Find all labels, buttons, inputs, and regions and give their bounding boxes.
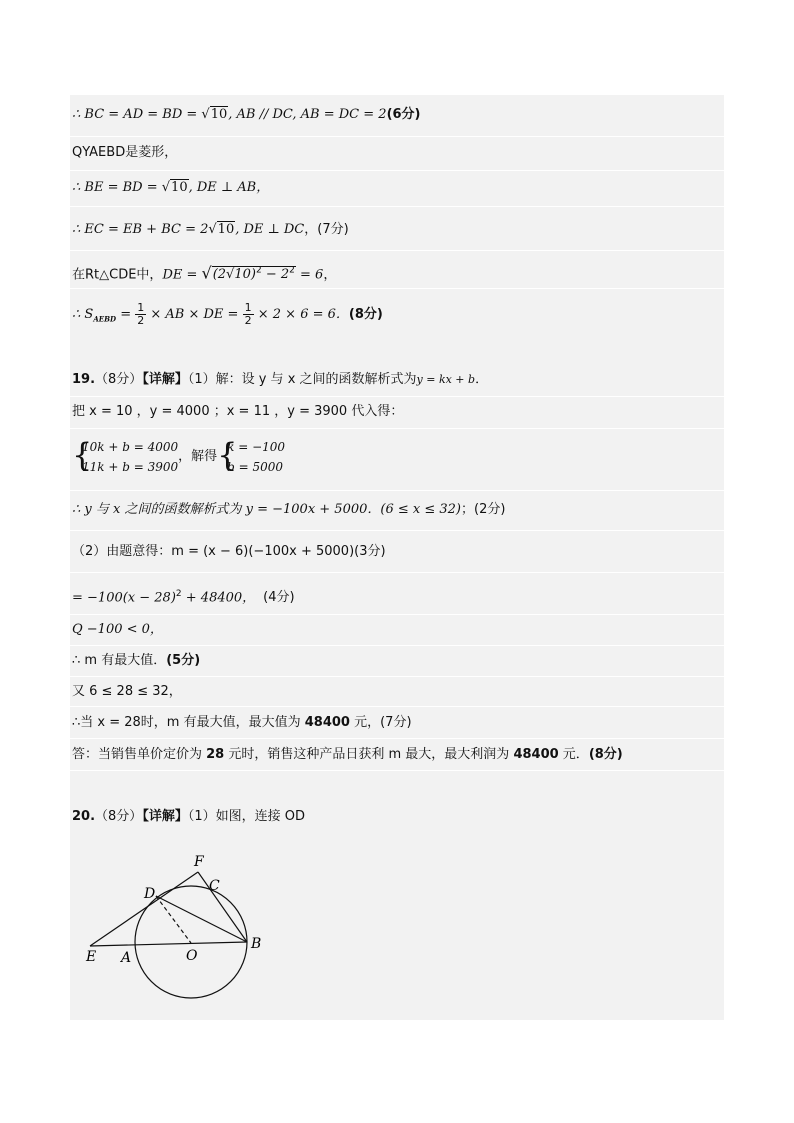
- statement-text: 元．: [558, 747, 589, 762]
- label-e: E: [86, 949, 97, 965]
- statement-text: （1）如图，连接 OD: [187, 809, 305, 824]
- math-text: (2√10): [212, 267, 256, 283]
- q19-line-9: [72, 683, 182, 701]
- statement-text: 元时，销售这种产品日获利 m 最大，最大利润为: [224, 747, 514, 762]
- sqrt-value: 10: [217, 222, 235, 237]
- question-number: 20.: [72, 809, 96, 824]
- math-text: ∴ BE = BD =: [72, 180, 162, 195]
- solution-line-3: ∴ BE = BD = √10, DE ⊥ AB，: [72, 180, 270, 195]
- exponent: 2: [175, 589, 182, 599]
- row-divider: [70, 572, 724, 573]
- statement-text: 把 x = 10 ，y = 4000 ；x = 11 ，y = 3900 代入得：: [72, 404, 404, 419]
- row-divider: [70, 428, 724, 429]
- score-mark: (4分): [263, 590, 295, 606]
- row-divider: [70, 738, 724, 739]
- statement-text: ∴ m 有最大值．: [72, 653, 167, 668]
- score-mark: (8分): [588, 747, 623, 762]
- math-text: ∴ EC = EB + BC = 2: [72, 222, 209, 237]
- equation-solution: { k = −100 b = 5000: [217, 436, 286, 474]
- bold-value: 28: [206, 747, 225, 762]
- math-text: =: [116, 307, 136, 322]
- equation-system: { 10k + b = 4000 11k + b = 3900: [72, 436, 179, 474]
- question-score: （8分）: [95, 809, 143, 824]
- score-mark: (3分): [354, 544, 386, 559]
- math-text: ∴ y 与 x 之间的函数解析式为 y = −100x + 5000．: [72, 502, 381, 517]
- row-divider: [70, 676, 724, 677]
- solution-tag: 【详解】: [142, 809, 188, 824]
- punct: ，: [323, 267, 337, 283]
- label-b: B: [251, 936, 262, 952]
- subscript: AEBD: [93, 314, 117, 324]
- statement-text: （1）解：设 y 与 x 之间的函数解析式为: [187, 372, 417, 387]
- math-text: = 6: [295, 267, 324, 283]
- statement-text: 在Rt△CDE中，: [72, 267, 163, 283]
- fraction: $\frac{1}{2}$: [244, 301, 252, 327]
- row-divider: [70, 530, 724, 531]
- domain-range: (6 ≤ x ≤ 32): [380, 502, 461, 517]
- row-divider: [70, 645, 724, 646]
- bold-value: 48400: [513, 747, 559, 762]
- math-text: × AB × DE =: [150, 307, 243, 322]
- label-f: F: [194, 854, 204, 870]
- score-mark: (7分): [380, 715, 412, 730]
- math-text: , DE ⊥ DC: [235, 222, 305, 237]
- statement-text: 又 6 ≤ 28 ≤ 32，: [72, 684, 182, 699]
- math-text: × 2 × 6 = 6．: [257, 307, 349, 322]
- score-mark: (2分): [474, 502, 506, 517]
- statement-text: 答：当销售单价定价为: [72, 747, 207, 762]
- math-text: y = kx + b: [416, 373, 476, 386]
- math-text: , AB // DC, AB = DC = 2: [228, 107, 387, 122]
- math-text: Q −100 < 0，: [72, 622, 163, 637]
- math-text: ∴ BC = AD = BD =: [72, 107, 202, 122]
- solution-tag: 【详解】: [142, 372, 188, 387]
- row-divider: [70, 170, 724, 171]
- punct: ；: [461, 502, 475, 517]
- statement-text: QYAEBD是菱形，: [72, 145, 178, 160]
- solution-line-2: [72, 144, 177, 162]
- math-text: ∴ S: [72, 307, 94, 322]
- statement-text: ∴当 x = 28时，m 有最大值，最大值为: [72, 715, 305, 730]
- row-divider: [70, 136, 724, 137]
- q19-heading: [72, 371, 488, 389]
- q19-line-6: [72, 585, 295, 607]
- q20-heading: [72, 808, 305, 826]
- q19-line-5: [72, 543, 386, 561]
- exponent: 2: [255, 266, 262, 276]
- math-text: , DE ⊥ AB，: [188, 180, 270, 195]
- exponent: 2: [289, 266, 295, 276]
- row-divider: [70, 250, 724, 251]
- q19-system: [72, 437, 285, 477]
- sqrt-value: 10: [171, 180, 188, 195]
- q19-line-8: [72, 652, 200, 670]
- punct: ．: [475, 372, 489, 387]
- question-number: 19.: [72, 372, 96, 387]
- score-mark: ，(7分): [304, 222, 349, 237]
- label-o: O: [186, 948, 198, 964]
- q19-line-4: [72, 501, 505, 519]
- q19-line-7: [72, 621, 163, 639]
- statement-text: ，解得: [178, 449, 218, 464]
- label-d: D: [144, 886, 156, 902]
- fraction: $\frac{1}{2}$: [137, 301, 145, 327]
- statement-text: 元，: [349, 715, 381, 730]
- geometry-figure: [80, 848, 280, 1008]
- row-divider: [70, 396, 724, 397]
- solution-line-6: [72, 302, 383, 329]
- label-c: C: [209, 878, 220, 894]
- segment-db: [156, 896, 247, 942]
- math-text: + 48400，: [181, 590, 256, 606]
- segment-fb: [198, 872, 247, 942]
- segment-od-dashed: [156, 896, 191, 943]
- segment-eb: [90, 942, 247, 946]
- q19-line-2: [72, 403, 403, 421]
- sqrt-value: 10: [210, 107, 228, 122]
- solution-line-5: 在Rt△CDE中，DE = $√(2√10)^2 - 2^2 = 6$，: [72, 263, 337, 283]
- math-text: = −100(x − 28): [72, 590, 176, 606]
- statement-text: （2）由题意得：m = (x − 6)(−100x + 5000): [72, 544, 355, 559]
- math-text: DE =: [162, 267, 202, 283]
- row-divider: [70, 614, 724, 615]
- label-a: A: [121, 950, 132, 966]
- score-mark: (6分): [386, 107, 421, 122]
- row-divider: [70, 206, 724, 207]
- row-divider: [70, 288, 724, 289]
- row-divider: [70, 770, 724, 771]
- row-divider: [70, 490, 724, 491]
- q19-answer: [72, 746, 623, 764]
- row-divider: [70, 706, 724, 707]
- solution-line-4: ∴ EC = EB + BC = 2√10, DE ⊥ DC，(7分): [72, 222, 349, 237]
- question-score: （8分）: [95, 372, 143, 387]
- bold-value: 48400: [304, 715, 350, 730]
- math-text: − 2: [261, 267, 290, 283]
- solution-line-1: ∴ BC = AD = BD = √10, AB // DC, AB = DC = 2(6分): [72, 107, 421, 122]
- score-mark: (8分): [348, 307, 383, 322]
- q19-line-10: [72, 714, 412, 732]
- score-mark: (5分): [166, 653, 201, 668]
